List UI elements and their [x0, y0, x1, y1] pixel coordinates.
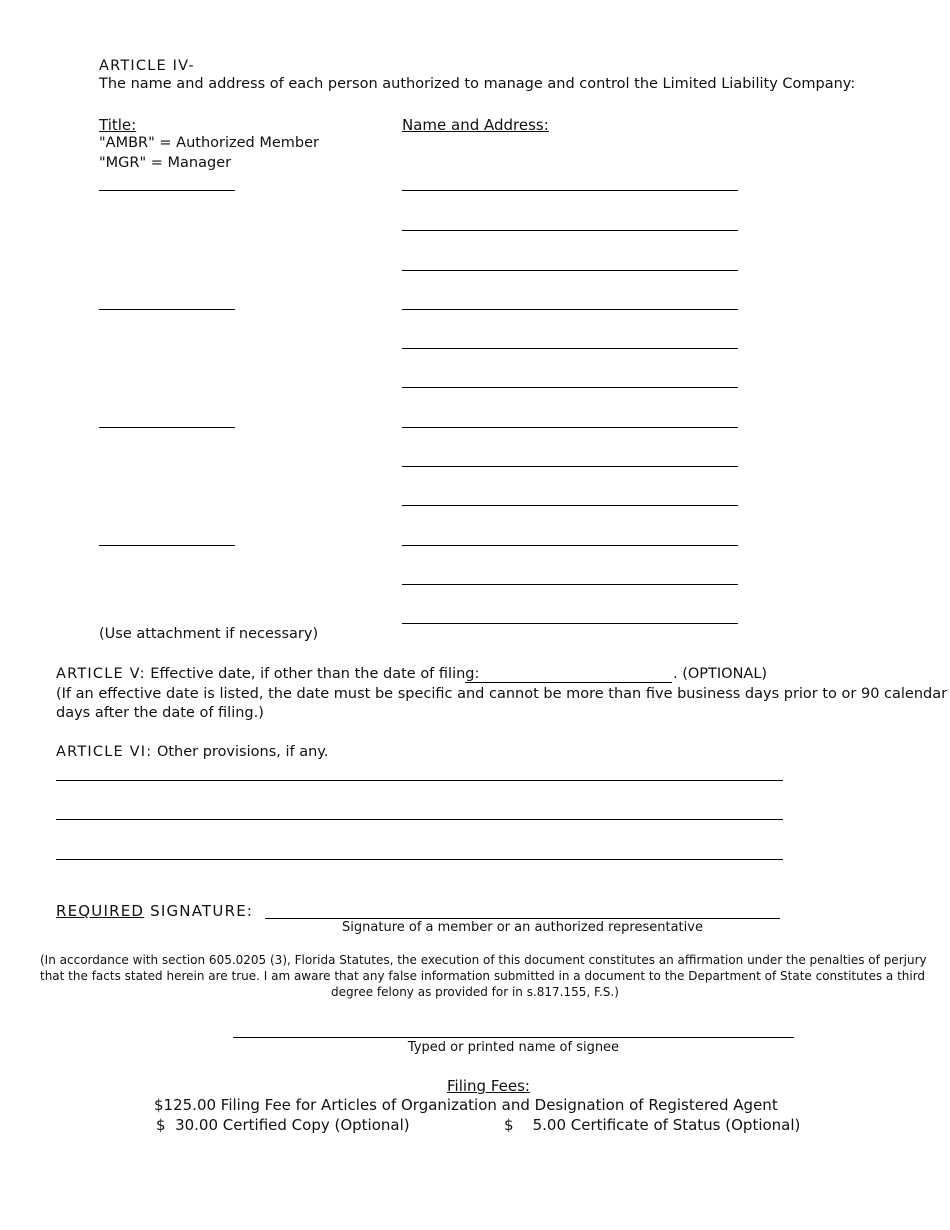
title-field-3[interactable]	[99, 427, 235, 428]
certificate-status-fee: $ 5.00 Certificate of Status (Optional)	[504, 1116, 801, 1134]
name-address-column-header: Name and Address:	[402, 116, 549, 134]
article-v-heading: ARTICLE V:	[56, 666, 146, 682]
title-option-ambr: "AMBR" = Authorized Member	[99, 135, 319, 151]
name-address-field-4-line-1[interactable]	[402, 545, 738, 546]
attachment-note: (Use attachment if necessary)	[99, 626, 319, 642]
signature-label: SIGNATURE:	[144, 902, 254, 920]
other-provisions-line-3[interactable]	[56, 859, 783, 860]
name-address-field-4-line-2[interactable]	[402, 584, 738, 585]
name-address-field-2-line-3[interactable]	[402, 387, 738, 388]
filing-fee-line: $125.00 Filing Fee for Articles of Organization and Designation of Registered Agent	[154, 1096, 778, 1114]
article-vi-heading: ARTICLE VI:	[56, 744, 153, 760]
article-v-note-line-1: (If an effective date is listed, the date must be specific and cannot be more than five business days prior to or 90 calendar	[56, 686, 948, 702]
typed-name-field[interactable]	[233, 1037, 794, 1038]
title-column-header: Title:	[99, 116, 137, 134]
name-address-field-3-line-2[interactable]	[402, 466, 738, 467]
signature-caption: Signature of a member or an authorized representative	[342, 920, 703, 935]
affirmation-line-1: (In accordance with section 605.0205 (3), Florida Statutes, the execution of this document constitutes an affirmation under the penalties of perjury	[40, 953, 927, 967]
affirmation-line-3: degree felony as provided for in s.817.155, F.S.)	[331, 985, 619, 999]
name-address-field-2-line-1[interactable]	[402, 309, 738, 310]
title-option-mgr: "MGR" = Manager	[99, 155, 232, 171]
signature-field[interactable]	[265, 918, 780, 919]
article-v-note-line-2: days after the date of filing.)	[56, 705, 264, 721]
title-field-1[interactable]	[99, 190, 235, 191]
other-provisions-line-1[interactable]	[56, 780, 783, 781]
signature-row	[56, 902, 253, 920]
article-v-optional: . (OPTIONAL)	[673, 666, 768, 682]
name-address-field-3-line-1[interactable]	[402, 427, 738, 428]
name-address-field-1-line-2[interactable]	[402, 230, 738, 231]
article-iv-heading: ARTICLE IV-	[99, 58, 195, 74]
title-field-2[interactable]	[99, 309, 235, 310]
article-v-row	[56, 666, 479, 683]
title-field-4[interactable]	[99, 545, 235, 546]
effective-date-field[interactable]	[465, 682, 672, 683]
name-address-field-2-line-2[interactable]	[402, 348, 738, 349]
article-vi-label: Other provisions, if any.	[156, 744, 329, 760]
name-address-field-1-line-3[interactable]	[402, 270, 738, 271]
article-v-label: Effective date, if other than the date of filing:	[150, 666, 480, 682]
name-address-field-4-line-3[interactable]	[402, 623, 738, 624]
required-label: REQUIRED	[56, 902, 145, 920]
filing-fees-title: Filing Fees:	[447, 1077, 530, 1095]
article-vi-row	[56, 744, 328, 761]
other-provisions-line-2[interactable]	[56, 819, 783, 820]
certified-copy-fee: $ 30.00 Certified Copy (Optional)	[156, 1116, 410, 1134]
name-address-field-3-line-3[interactable]	[402, 505, 738, 506]
article-iv-description: The name and address of each person authorized to manage and control the Limited Liability Company:	[99, 76, 856, 92]
typed-name-caption: Typed or printed name of signee	[407, 1040, 620, 1055]
name-address-field-1-line-1[interactable]	[402, 190, 738, 191]
affirmation-line-2: that the facts stated herein are true. I am aware that any false information submitted in a document to the Department of State constitutes a third	[40, 969, 926, 983]
